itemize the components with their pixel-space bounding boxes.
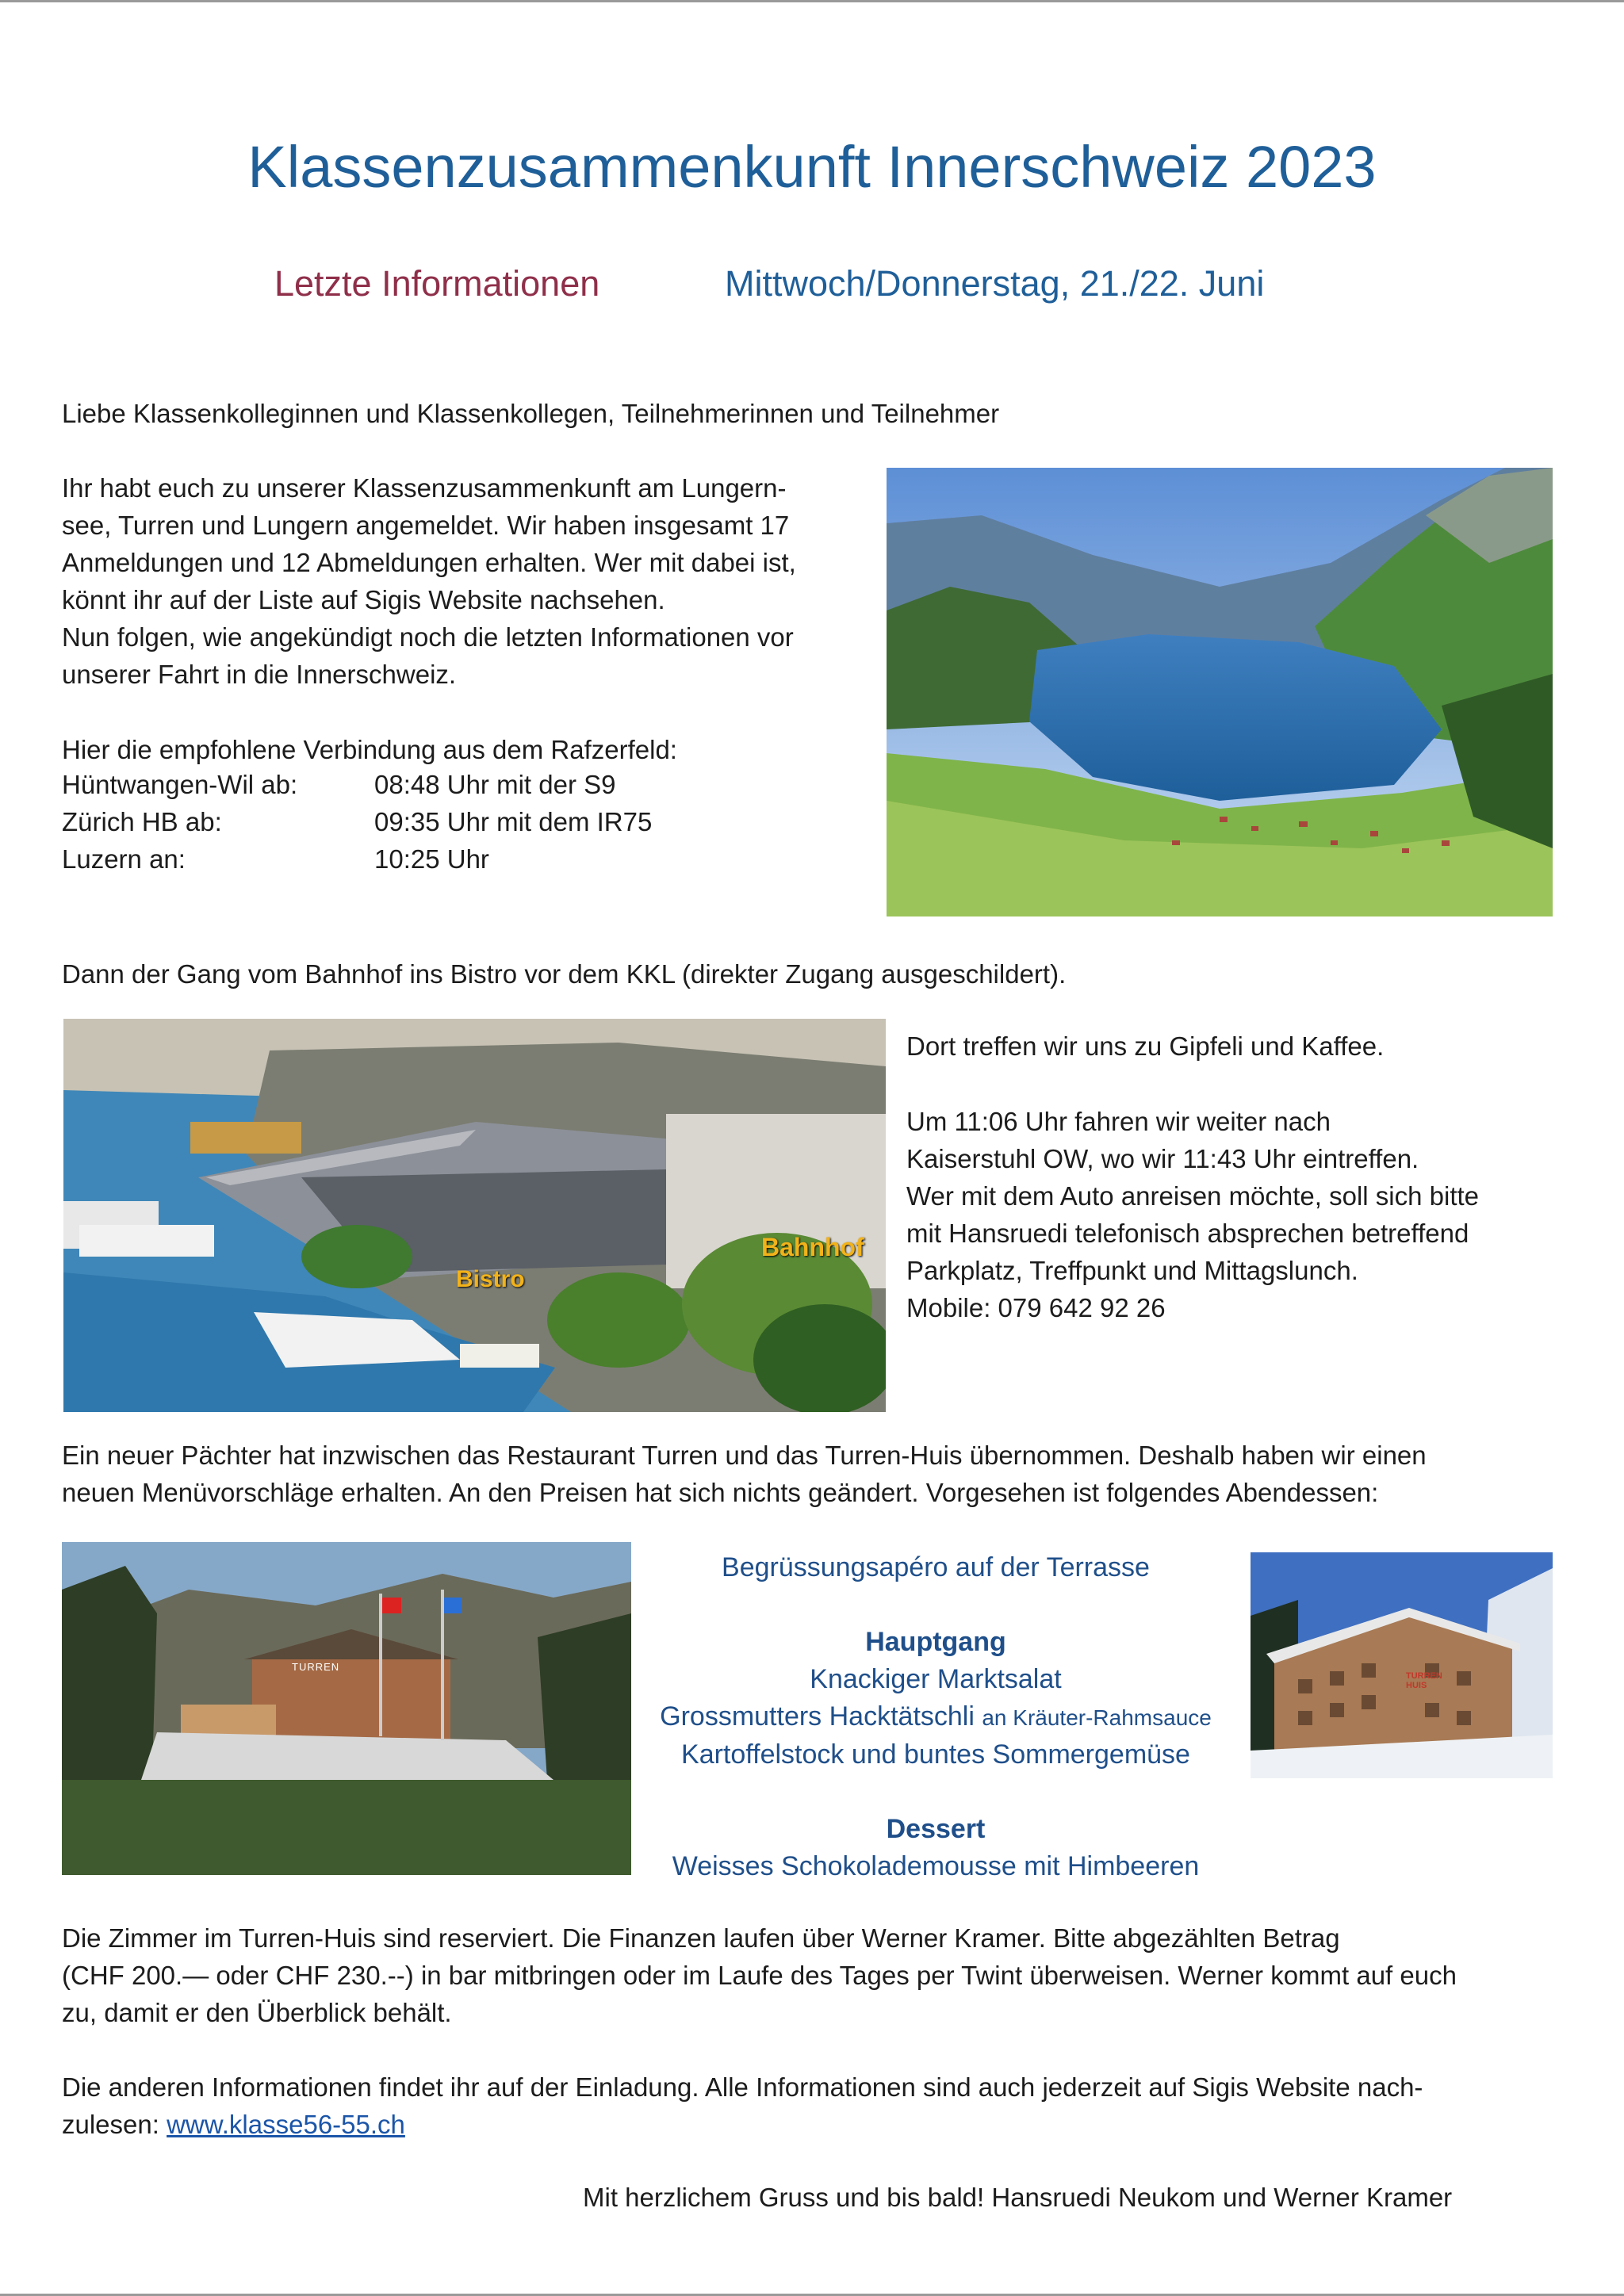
connection-label: Hüntwangen-Wil ab:	[62, 770, 298, 799]
greeting: Liebe Klassenkolleginnen und Klassenkollegen, Teilnehmerinnen und Teilnehmer	[62, 399, 1000, 428]
walk-instruction: Dann der Gang vom Bahnhof ins Bistro vor dem KKL (direkter Zugang ausgeschildert).	[62, 959, 1067, 989]
rooms-line: (CHF 200.— oder CHF 230.--) in bar mitbringen oder im Laufe des Tages per Twint überweisen. Werner kommt auf euch	[62, 1961, 1457, 1990]
top-border	[0, 0, 1624, 2]
connection-label: Luzern an:	[62, 844, 186, 874]
rooms-paragraph	[62, 1919, 1592, 2031]
info-paragraph	[62, 2068, 1592, 2143]
bahnhof-label: Bahnhof	[761, 1233, 864, 1261]
menu-main-item: Kartoffelstock und buntes Sommergemüse	[681, 1739, 1190, 1770]
info-line	[62, 2106, 1592, 2143]
restaurant-paragraph	[62, 1437, 1592, 1511]
connection-value: 08:48 Uhr mit der S9	[374, 770, 616, 799]
intro-line: unserer Fahrt in die Innerschweiz.	[62, 660, 457, 689]
mobile-number: Mobile: 079 642 92 26	[906, 1293, 1166, 1322]
menu-main-item	[634, 1698, 1237, 1736]
meeting-line: Wer mit dem Auto anreisen möchte, soll sich bitte	[906, 1181, 1480, 1211]
intro-line: Anmeldungen und 12 Abmeldungen erhalten. Wer mit dabei ist,	[62, 548, 796, 577]
page-title: Klassenzusammenkunft Innerschweiz 2023	[247, 134, 1377, 200]
turren-sign: TURREN	[292, 1661, 340, 1673]
intro-line: könnt ihr auf der Liste auf Sigis Website nachsehen.	[62, 585, 665, 614]
meeting-paragraph	[906, 1103, 1604, 1326]
turren-huis-photo	[1251, 1552, 1553, 1778]
restaurant-line: Ein neuer Pächter hat inzwischen das Restaurant Turren und das Turren-Huis übernommen. Deshalb haben wir einen	[62, 1441, 1427, 1470]
connection-label: Zürich HB ab:	[62, 807, 222, 836]
connection-value: 09:35 Uhr mit dem IR75	[374, 807, 653, 836]
rooms-line: zu, damit er den Überblick behält.	[62, 1998, 452, 2027]
meeting-line: Um 11:06 Uhr fahren wir weiter nach	[906, 1107, 1331, 1136]
intro-paragraph	[62, 469, 863, 693]
menu-dessert-heading: Dessert	[886, 1814, 986, 1844]
info-line: Die anderen Informationen findet ihr auf der Einladung. Alle Informationen sind auch jederzeit auf Sigis Website nach-	[62, 2072, 1423, 2102]
subtitle-last-info: Letzte Informationen	[274, 263, 600, 304]
rooms-line: Die Zimmer im Turren-Huis sind reserviert. Die Finanzen laufen über Werner Kramer. Bitte abgezählten Betrag	[62, 1923, 1340, 1953]
menu-main-heading: Hauptgang	[865, 1627, 1006, 1657]
bistro-label: Bistro	[456, 1266, 525, 1292]
subtitle-date: Mittwoch/Donnerstag, 21./22. Juni	[725, 263, 1265, 304]
intro-line: Ihr habt euch zu unserer Klassenzusammenkunft am Lungern-	[62, 473, 787, 503]
connection-value: 10:25 Uhr	[374, 844, 489, 874]
info-prefix: zulesen:	[62, 2110, 167, 2139]
connection-heading: Hier die empfohlene Verbindung aus dem Rafzerfeld:	[62, 735, 677, 764]
menu-main-item: Knackiger Marktsalat	[810, 1664, 1062, 1694]
meeting-line: Parkplatz, Treffpunkt und Mittagslunch.	[906, 1256, 1358, 1285]
menu-apero: Begrüssungsapéro auf der Terrasse	[722, 1552, 1150, 1582]
menu-main-item-sauce: an Kräuter-Rahmsauce	[982, 1705, 1212, 1730]
meeting-line: Kaiserstuhl OW, wo wir 11:43 Uhr eintreffen.	[906, 1144, 1419, 1173]
restaurant-turren-photo	[62, 1542, 631, 1875]
intro-line: see, Turren und Lungern angemeldet. Wir haben insgesamt 17	[62, 511, 790, 540]
website-link[interactable]: www.klasse56-55.ch	[167, 2110, 405, 2139]
kkl-luzern-photo	[63, 1019, 886, 1412]
intro-line: Nun folgen, wie angekündigt noch die letzten Informationen vor	[62, 622, 794, 652]
closing-signature: Mit herzlichem Gruss und bis bald! Hansruedi Neukom und Werner Kramer	[583, 2183, 1453, 2212]
meeting-coffee: Dort treffen wir uns zu Gipfeli und Kaffee.	[906, 1031, 1385, 1061]
menu-main-item-text: Grossmutters Hacktätschli	[660, 1701, 975, 1732]
dinner-menu	[634, 1549, 1237, 1885]
lake-lungern-photo	[887, 468, 1553, 916]
restaurant-line: neuen Menüvorschläge erhalten. An den Preisen hat sich nichts geändert. Vorgesehen ist folgendes Abendessen:	[62, 1478, 1379, 1507]
menu-dessert-item: Weisses Schokolademousse mit Himbeeren	[672, 1851, 1200, 1881]
meeting-line: mit Hansruedi telefonisch absprechen betreffend	[906, 1219, 1469, 1248]
turren-huis-sign: TURREN HUIS	[1406, 1671, 1442, 1690]
